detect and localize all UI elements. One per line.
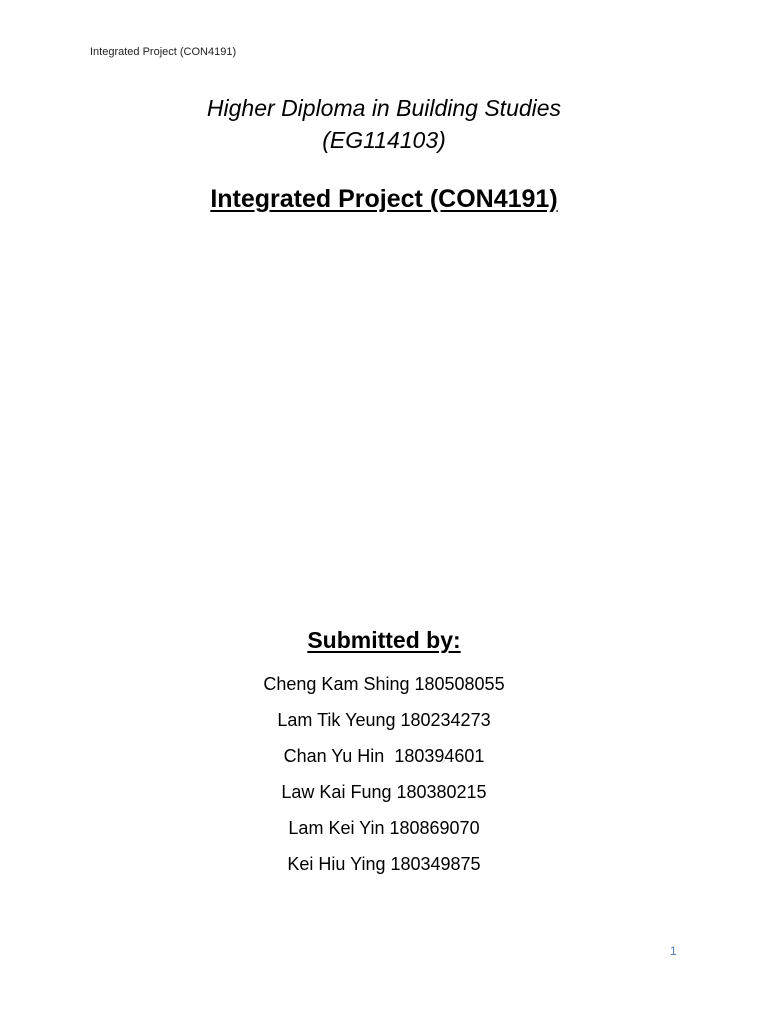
- member-list: [0, 666, 768, 882]
- member-item: Kei Hiu Ying 180349875: [287, 854, 481, 874]
- running-header: Integrated Project (CON4191): [90, 46, 237, 58]
- member-item: Lam Kei Yin 180869070: [288, 818, 480, 838]
- submitted-by-heading: Submitted by:: [307, 627, 461, 653]
- diploma-code: (EG114103): [322, 127, 446, 153]
- member-item: Law Kai Fung 180380215: [281, 782, 487, 802]
- member-item: Chan Yu Hin 180394601: [283, 746, 485, 766]
- page-number: 1: [670, 944, 677, 958]
- member-item: Cheng Kam Shing 180508055: [263, 674, 505, 694]
- member-item: Lam Tik Yeung 180234273: [277, 710, 491, 730]
- diploma-title: Higher Diploma in Building Studies: [206, 95, 562, 121]
- project-title: Integrated Project (CON4191): [210, 185, 558, 213]
